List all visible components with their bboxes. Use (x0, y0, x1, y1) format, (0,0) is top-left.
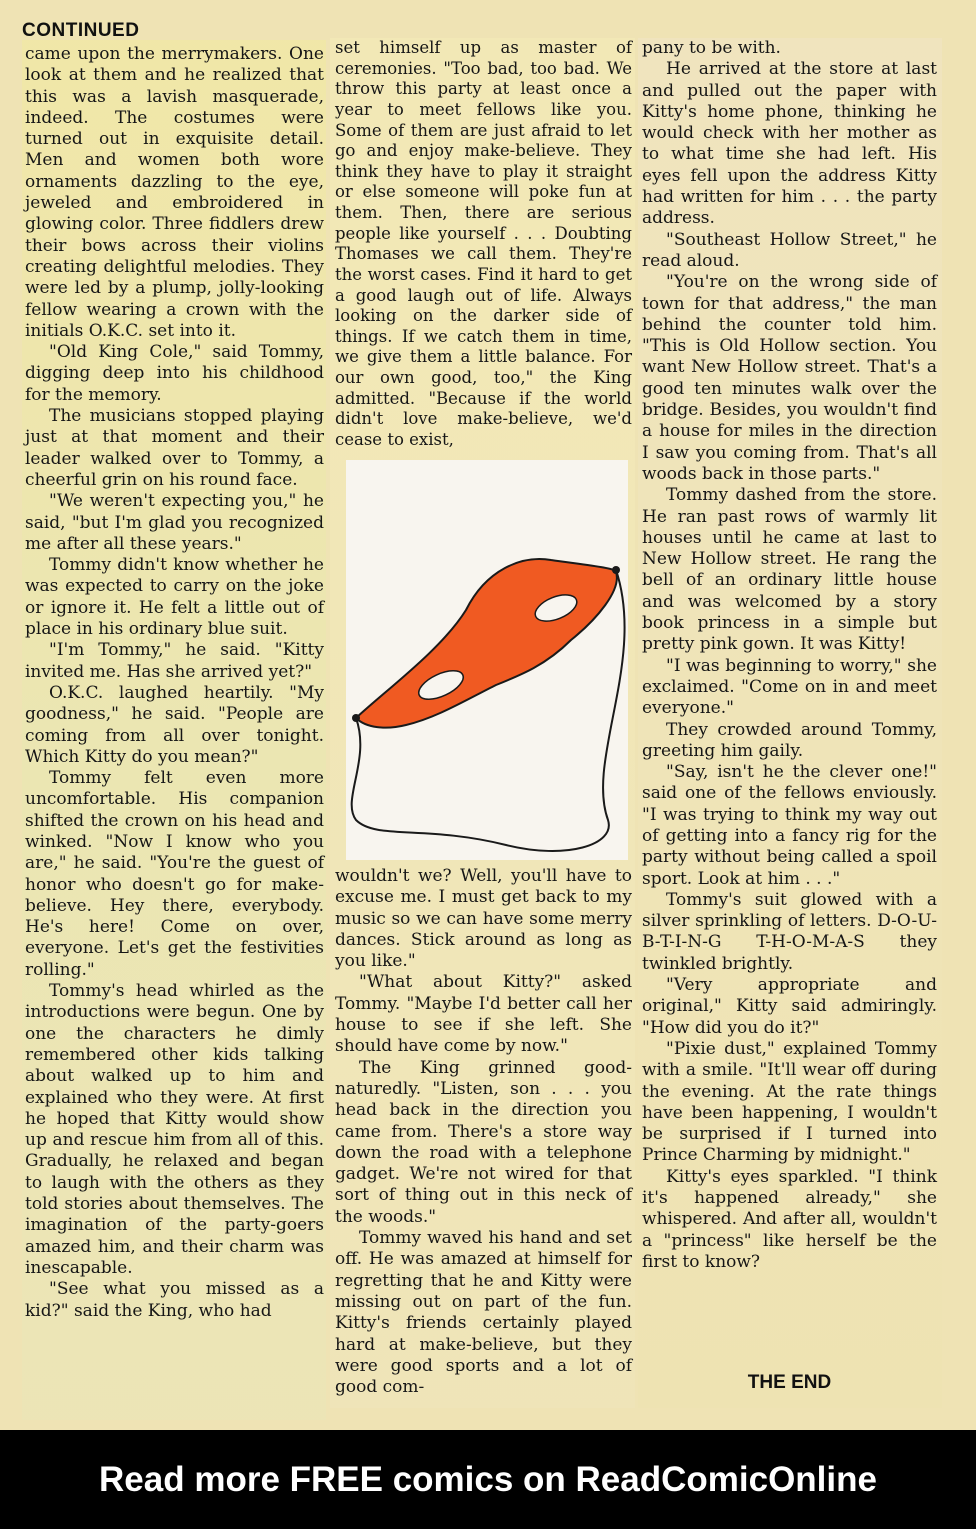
paragraph: "What about Kitty?" asked Tommy. "Maybe I'd better call her house to see if she left. She should have come by now." (335, 972, 632, 1057)
paragraph: set himself up as master of ceremonies. "Too bad, too bad. We throw this party at least once a year to meet fellows like you. Some of them are just afraid to let go and enjoy make-believe. They think they have to play it straight or else someone will poke fun at them. Then, there are serious people like yourself . . . Doubting Thomases we call them. They're the worst cases. Find it hard to get a good laugh out of life. Always looking on the darker side of things. If we catch them in time, we give them a little balance. For our own good, too," the King admitted. "Because if the world didn't love make-believe, we'd cease to exist, (335, 38, 632, 449)
paragraph: Tommy waved his hand and set off. He was amazed at himself for regretting that he and Kitty were missing out on part of the fun. Kitty's friends certainly played hard at make-believe, but they were good sports and a lot of good com- (335, 1228, 632, 1398)
paragraph: wouldn't we? Well, you'll have to excuse me. I must get back to my music so we can have some merry dances. Stick around as long as you like." (335, 866, 632, 972)
promo-banner-text[interactable]: Read more FREE comics on ReadComicOnline (99, 1459, 877, 1499)
paragraph: Tommy didn't know whether he was expected to carry on the joke or ignore it. He felt a little out of place in his ordinary blue suit. (25, 555, 324, 640)
paragraph: "Southeast Hollow Street," he read aloud. (642, 229, 937, 271)
paragraph: Tommy's head whirled as the introductions were begun. One by one the characters he dimly remembered other kids talking about walked up to him and explained who they were. At first he hoped that Kitty would show up and rescue him from all of this. Gradually, he relaxed and began to laugh with the others as they told stories about themselves. The imagination of the party-goers amazed him, and their charm was inescapable. (25, 981, 324, 1278)
paragraph: "Say, isn't he the clever one!" said one of the fellows enviously. "I was trying to think my way out of getting into a fancy rig for the party without being called a spoil sport. Look at him . . ." (642, 762, 937, 889)
text-column-1 (25, 44, 324, 1322)
paragraph: Kitty's eyes sparkled. "I think it's happened already," she whispered. And after all, wouldn't a "princess" like herself be the first to know? (642, 1166, 937, 1272)
paragraph: O.K.C. laughed heartily. "My goodness," he said. "People are coming from all over tonight. Which Kitty do you mean?" (25, 682, 324, 767)
paragraph: "You're on the wrong side of town for that address," the man behind the counter told him. "This is Old Hollow section. You want New Hollow street. That's a good ten minutes walk over the bridge. Besides, you wouldn't find a house for miles in the direction I saw you coming from. That's all woods back in those parts." (642, 272, 937, 484)
paragraph: They crowded around Tommy, greeting him gaily. (642, 719, 937, 761)
paragraph: "Very appropriate and original," Kitty said admiringly. "How did you do it?" (642, 975, 937, 1038)
paragraph: "I'm Tommy," he said. "Kitty invited me. Has she arrived yet?" (25, 640, 324, 682)
text-column-2-bottom (335, 866, 632, 1398)
mask-illustration (346, 460, 628, 860)
paragraph: Tommy's suit glowed with a silver sprinkling of letters. D-O-U-B-T-I-N-G T-H-O-M-A-S they twinkled brightly. (642, 889, 937, 974)
paragraph: pany to be with. (642, 38, 781, 58)
paragraph: "I was beginning to worry," she exclaimed. "Come on in and meet everyone." (642, 655, 937, 719)
paragraph: "We weren't expecting you," he said, "but I'm glad you recognized me after all these years." (25, 491, 324, 554)
text-column-3 (642, 38, 937, 1273)
paragraph: He arrived at the store at last and pulled out the paper with Kitty's home phone, thinking he would check with her mother as to what time she had left. His eyes fell upon the address Kitty had written for him . . . the party address. (642, 59, 937, 229)
paragraph: Tommy felt even more uncomfortable. His companion shifted the crown on his head and winked. "Now I know who you are," he said. "You're the guest of honor who doesn't go for make-believe. Hey there, everybody. He's here! Come on over, everyone. Let's get the festivities rolling." (25, 768, 324, 980)
paragraph: "Old King Cole," said Tommy, digging deep into his childhood for the memory. (25, 342, 324, 405)
paragraph: Tommy dashed from the store. He ran past rows of warmly lit houses until he came at last to New Hollow street. He rang the bell of an ordinary little house and was welcomed by a story book princess in a simple but pretty pink gown. It was Kitty! (642, 485, 937, 655)
paragraph: "Pixie dust," explained Tommy with a smile. "It'll wear off during the evening. At the rate things have been happening, I wouldn't be surprised if I turned into Prince Charming by midnight." (642, 1038, 937, 1166)
paragraph: The King grinned good-naturedly. "Listen, son . . . you head back in the direction you came from. There's a store way down the road with a telephone gadget. We're not wired for that sort of thing out in this neck of the woods." (335, 1057, 632, 1227)
masquerade-mask-icon (346, 460, 628, 860)
promo-banner[interactable] (0, 1430, 976, 1529)
text-column-2-top (335, 38, 632, 451)
the-end-label: THE END (747, 1372, 832, 1393)
paragraph: "See what you missed as a kid?" said the King, who had (25, 1279, 324, 1321)
paragraph: The musicians stopped playing just at that moment and their leader walked over to Tommy, a cheerful grin on his round face. (25, 406, 324, 490)
continued-header: CONTINUED (22, 20, 140, 41)
paragraph: came upon the merrymakers. One look at them and he realized that this was a lavish masquerade, indeed. The costumes were turned out in exquisite detail. Men and women both wore ornaments dazzling to the eye, jeweled and embroidered in glowing color. Three fiddlers drew their bows across their violins creating delightful melodies. They were led by a plump, jolly-looking fellow wearing a crown with the initials O.K.C. set into it. (25, 44, 324, 341)
